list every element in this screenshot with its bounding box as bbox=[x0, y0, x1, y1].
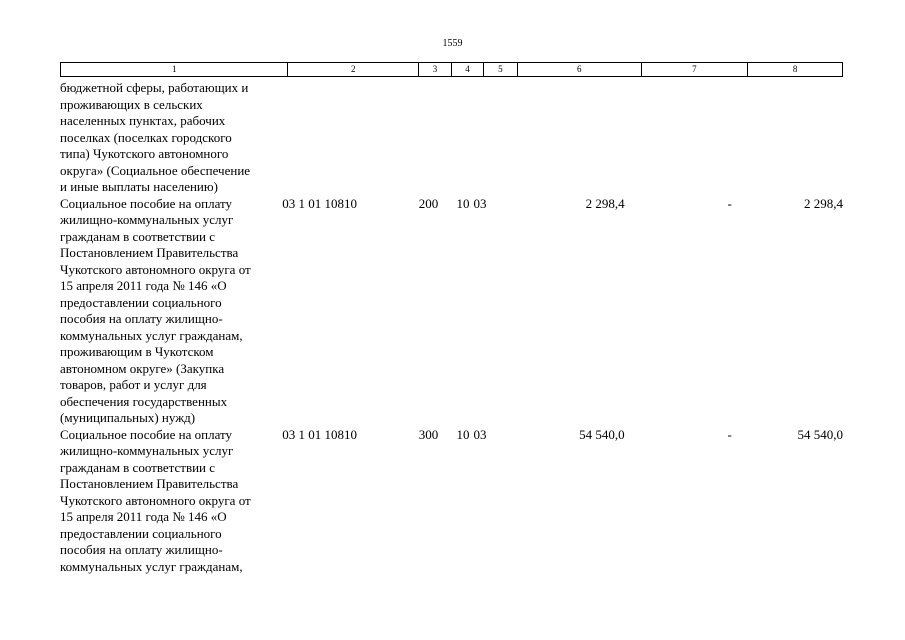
expense-type-cell: 300 bbox=[418, 426, 439, 442]
description-line: автономном округе» (Закупка bbox=[60, 360, 225, 376]
description-line: проживающих в сельских bbox=[60, 96, 203, 112]
description-line: товаров, работ и услуг для bbox=[60, 377, 207, 392]
column-header-row bbox=[60, 62, 843, 77]
column-header: 5 bbox=[484, 63, 518, 76]
description-line: пособия на оплату жилищно- bbox=[60, 542, 223, 557]
column-header: 2 bbox=[288, 63, 419, 76]
page-number: 1559 bbox=[442, 38, 463, 49]
row-description bbox=[60, 427, 282, 576]
description-line: Чукотского автономного округа от bbox=[60, 261, 251, 277]
expense-type-cell: 200 bbox=[418, 195, 439, 211]
description-line: обеспечения государственных bbox=[60, 393, 228, 409]
description-line: коммунальных услуг гражданам, bbox=[60, 327, 243, 343]
description-line: предоставлении социального bbox=[60, 294, 222, 310]
subsection-cell: 03 bbox=[473, 195, 487, 211]
description-line: 15 апреля 2011 года № 146 «О bbox=[60, 509, 227, 524]
description-line: пособия на оплату жилищно- bbox=[60, 311, 223, 326]
description-line: поселках (поселках городского bbox=[60, 129, 232, 145]
description-line: жилищно-коммунальных услуг bbox=[60, 443, 234, 458]
column-header: 6 bbox=[518, 63, 642, 76]
description-line: (муниципальных) нужд) bbox=[60, 410, 196, 425]
column-header: 8 bbox=[792, 64, 798, 74]
amount-cell: 2 298,4 bbox=[585, 195, 625, 211]
amount-cell: 54 540,0 bbox=[579, 426, 625, 442]
description-line: Постановлением Правительства bbox=[60, 245, 239, 260]
description-line: Социальное пособие на оплату bbox=[60, 195, 233, 211]
description-line: округа» (Социальное обеспечение bbox=[60, 162, 251, 178]
section-cell: 10 bbox=[456, 426, 470, 442]
table-row bbox=[60, 196, 843, 427]
description-line: проживающим в Чукотском bbox=[60, 344, 214, 359]
description-line: населенных пунктах, рабочих bbox=[60, 113, 226, 128]
budget-table-body bbox=[60, 80, 843, 575]
section-cell: 10 bbox=[456, 195, 470, 211]
total-cell: 2 298,4 bbox=[804, 195, 843, 211]
description-line: гражданам в соответствии с bbox=[60, 459, 216, 475]
row-description bbox=[60, 80, 282, 196]
column-header: 3 bbox=[419, 63, 452, 76]
description-line: предоставлении социального bbox=[60, 525, 222, 541]
change-cell: - bbox=[727, 426, 732, 442]
column-header: 4 bbox=[452, 63, 484, 76]
description-line: гражданам в соответствии с bbox=[60, 228, 216, 244]
budget-code-cell: 03 1 01 10810 bbox=[282, 195, 357, 211]
subsection-cell: 03 bbox=[473, 426, 487, 442]
column-header: 7 bbox=[642, 63, 749, 76]
description-line: 15 апреля 2011 года № 146 «О bbox=[60, 278, 227, 293]
description-line: и иные выплаты населению) bbox=[60, 179, 218, 194]
total-cell: 54 540,0 bbox=[797, 426, 843, 442]
description-line: Социальное пособие на оплату bbox=[60, 426, 233, 442]
description-line: бюджетной сферы, работающих и bbox=[60, 80, 249, 95]
description-line: Постановлением Правительства bbox=[60, 476, 239, 491]
table-row bbox=[60, 427, 843, 576]
row-description bbox=[60, 196, 282, 427]
table-row bbox=[60, 80, 843, 196]
description-line: Чукотского автономного округа от bbox=[60, 492, 251, 508]
budget-code-cell: 03 1 01 10810 bbox=[282, 426, 357, 442]
description-line: типа) Чукотского автономного bbox=[60, 146, 229, 161]
column-header: 1 bbox=[61, 63, 288, 76]
description-line: коммунальных услуг гражданам, bbox=[60, 558, 243, 574]
change-cell: - bbox=[727, 195, 732, 211]
description-line: жилищно-коммунальных услуг bbox=[60, 212, 234, 227]
